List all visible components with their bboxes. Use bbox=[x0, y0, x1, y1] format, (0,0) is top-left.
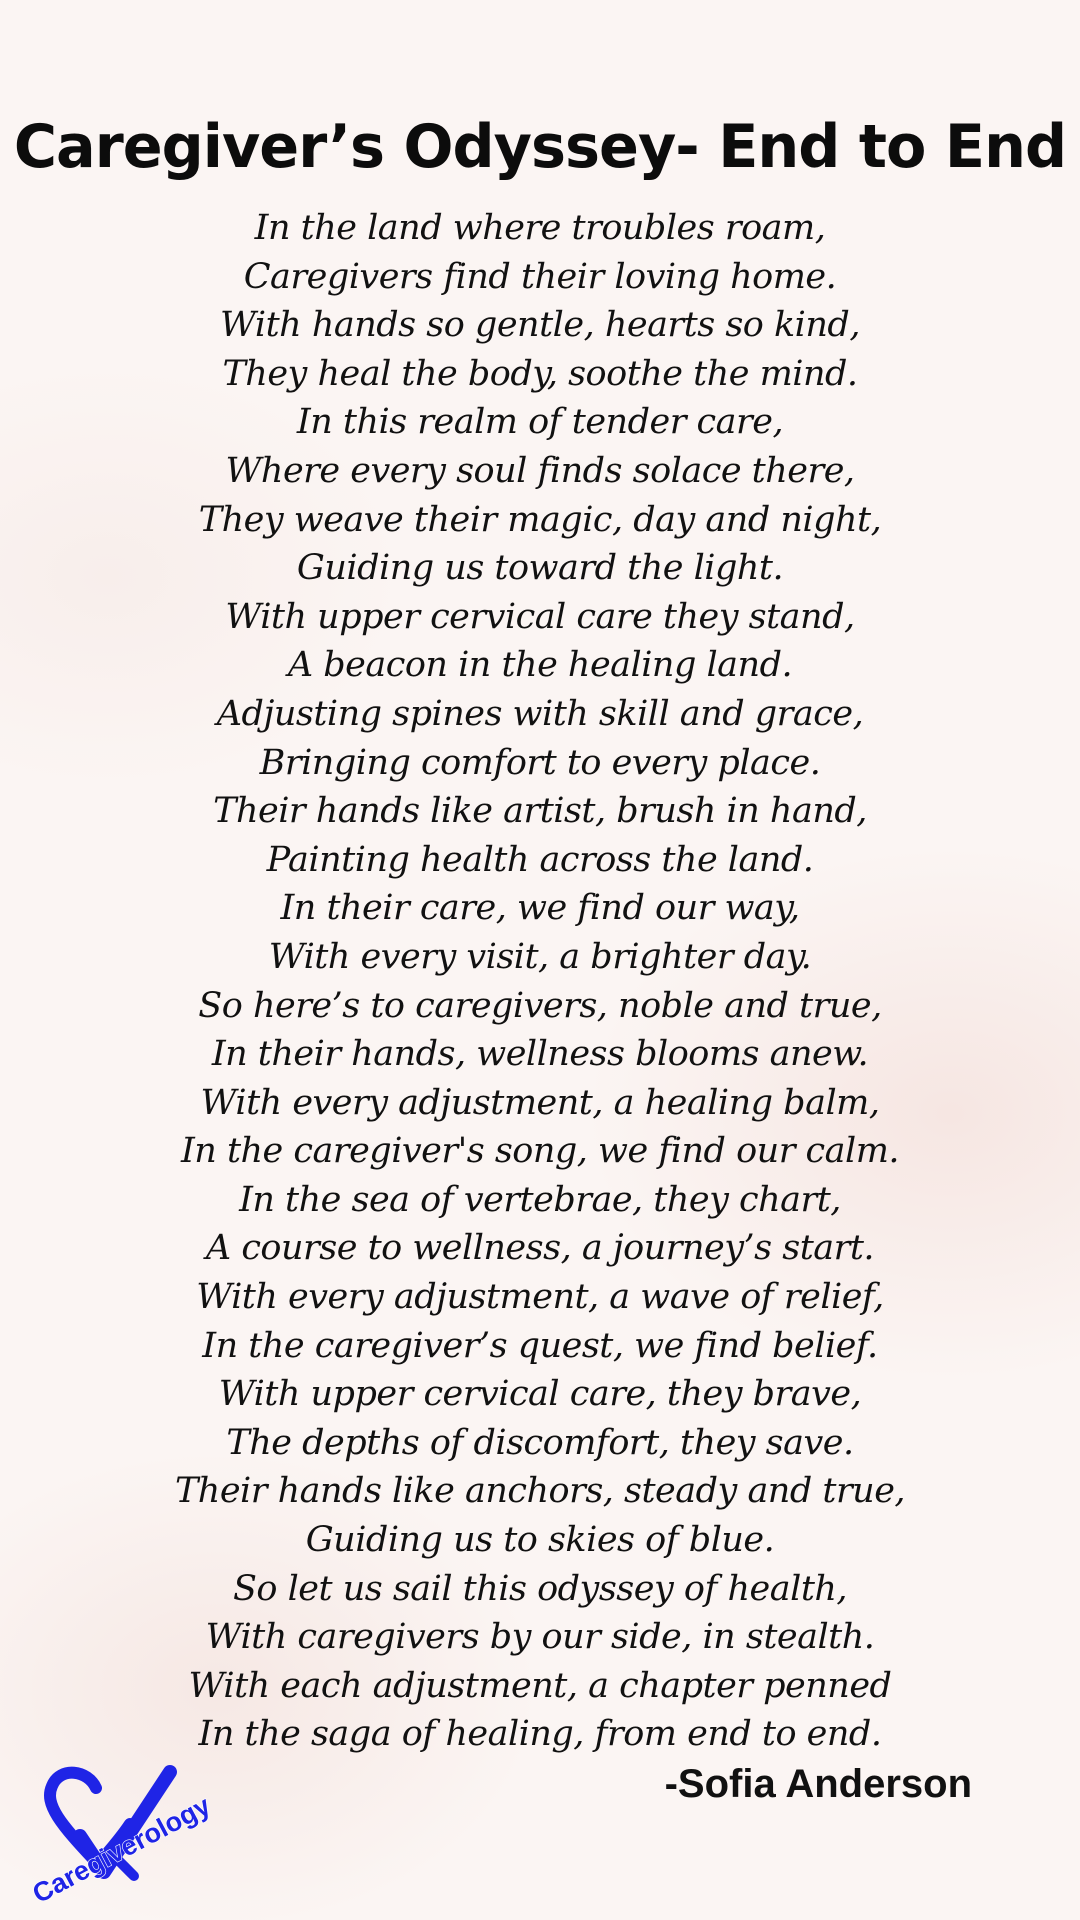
poem-line: Caregivers find their loving home. bbox=[243, 256, 837, 297]
poem-line: With every adjustment, a healing balm, bbox=[200, 1082, 880, 1123]
poem-line: In the land where troubles roam, bbox=[254, 208, 826, 248]
poem-line: Bringing comfort to every place. bbox=[259, 742, 821, 783]
poem-line: So let us sail this odyssey of health, bbox=[232, 1568, 848, 1609]
poem-line: In this realm of tender care, bbox=[296, 402, 784, 443]
poem-line: So here’s to caregivers, noble and true, bbox=[198, 985, 882, 1026]
poem-line: With each adjustment, a chapter penned bbox=[188, 1665, 892, 1706]
poem-line: Guiding us toward the light. bbox=[296, 548, 784, 589]
poem-line: In the saga of healing, from end to end. bbox=[198, 1714, 882, 1755]
poem-line: Their hands like artist, brush in hand, bbox=[213, 791, 867, 832]
poem-line: A beacon in the healing land. bbox=[287, 645, 793, 686]
poem-line: Where every soul finds solace there, bbox=[225, 450, 855, 491]
poem-line: In the caregiver's song, we find our calm. bbox=[180, 1131, 900, 1172]
poem-line: Painting health across the land. bbox=[266, 839, 814, 880]
poem-line: With upper cervical care, they brave, bbox=[218, 1374, 862, 1415]
poem-line: A course to wellness, a journey’s start. bbox=[205, 1228, 875, 1269]
poem-body bbox=[0, 204, 1080, 1759]
poem-line: In their care, we find our way, bbox=[280, 888, 800, 929]
poem-line: In the sea of vertebrae, they chart, bbox=[239, 1179, 841, 1220]
logo-text: Caregiverology bbox=[27, 1790, 216, 1909]
poem-line: In the caregiver’s quest, we find belief. bbox=[202, 1325, 878, 1366]
poem-line: They weave their magic, day and night, bbox=[198, 499, 882, 540]
poem-line: They heal the body, soothe the mind. bbox=[222, 353, 858, 394]
poem-line: With hands so gentle, hearts so kind, bbox=[220, 305, 860, 346]
poem-line: Adjusting spines with skill and grace, bbox=[216, 693, 864, 734]
caregiverology-logo bbox=[8, 1752, 216, 1909]
poem-line: With upper cervical care they stand, bbox=[225, 596, 855, 637]
poem-line: Guiding us to skies of blue. bbox=[305, 1520, 775, 1561]
poem-line: The depths of discomfort, they save. bbox=[226, 1422, 854, 1463]
poem-line: With every visit, a brighter day. bbox=[268, 936, 812, 977]
poem-author: -Sofia Anderson bbox=[664, 1762, 972, 1806]
poem-line: With every adjustment, a wave of relief, bbox=[196, 1277, 884, 1318]
poem-line: Their hands like anchors, steady and true, bbox=[174, 1471, 906, 1512]
poem-title: Caregiver’s Odyssey- End to End bbox=[13, 112, 1067, 182]
poem-line: With caregivers by our side, in stealth. bbox=[205, 1617, 875, 1658]
poem-line: In their hands, wellness blooms anew. bbox=[211, 1034, 869, 1075]
